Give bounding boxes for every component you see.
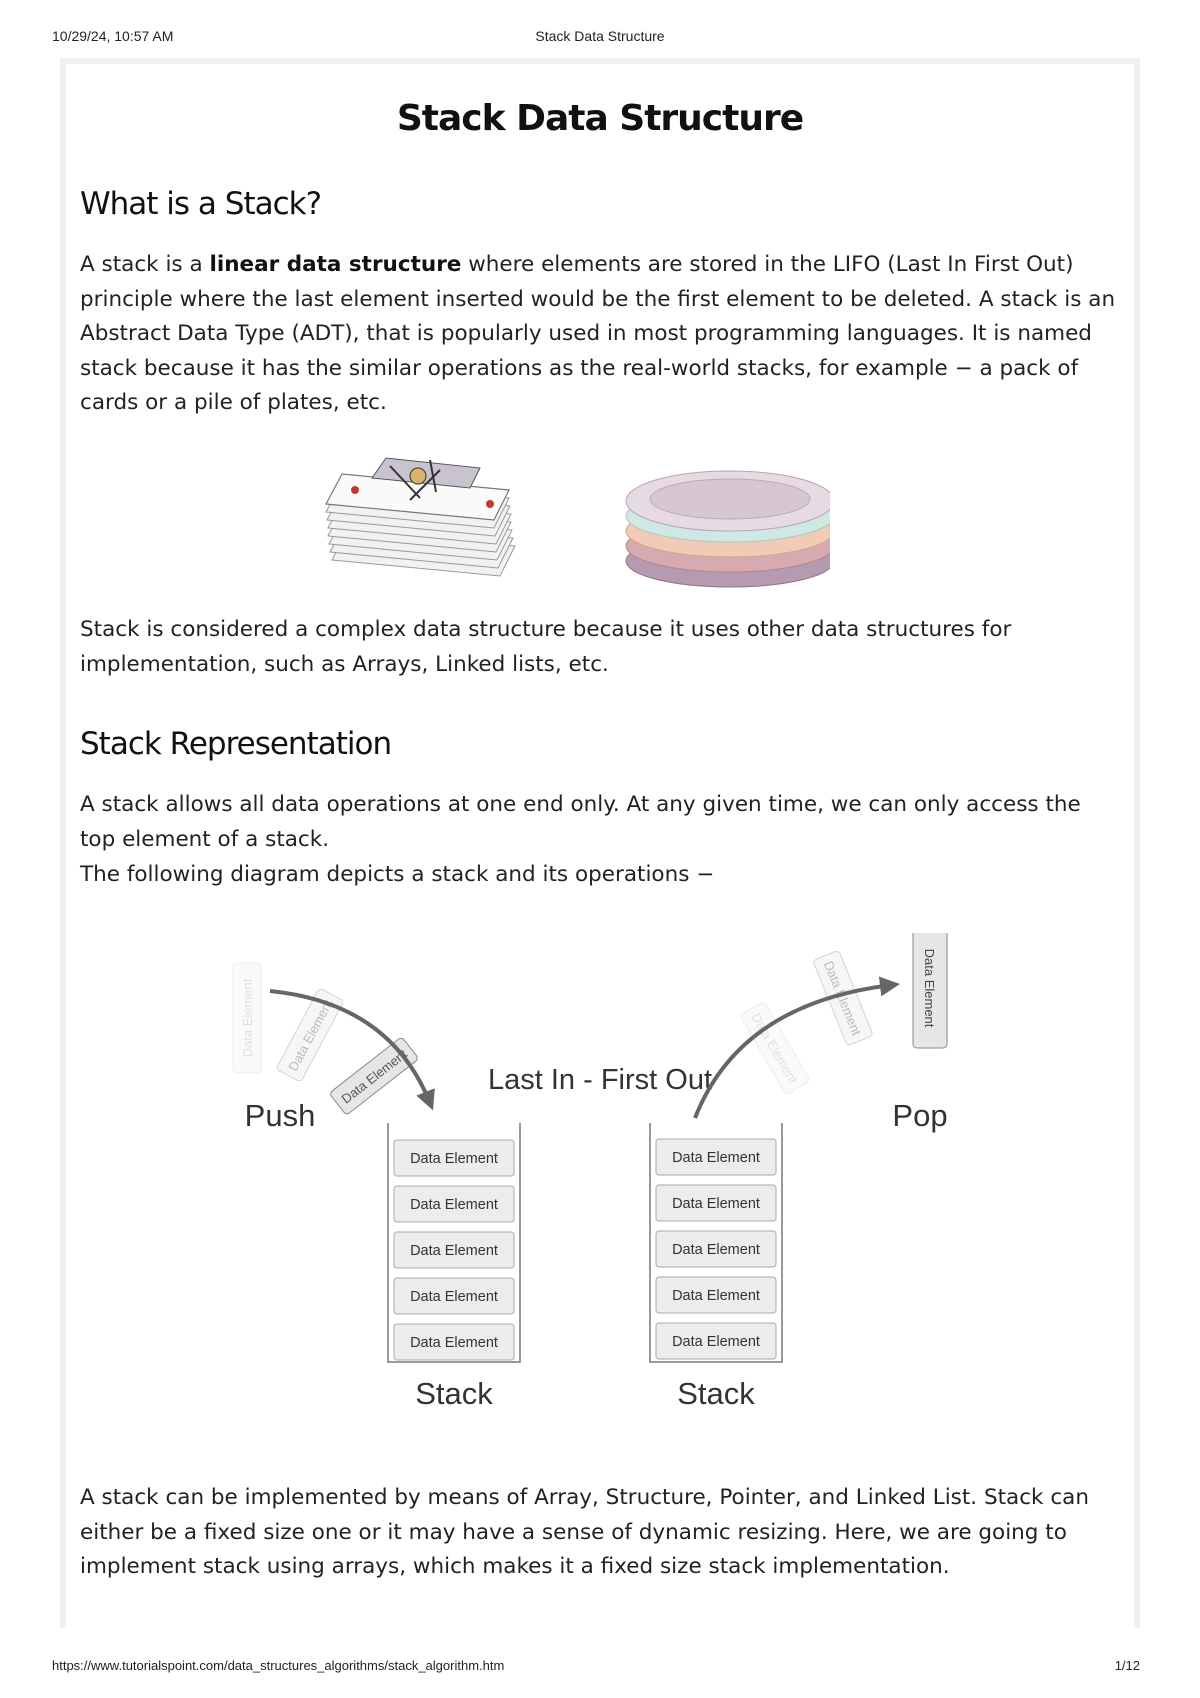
representation-paragraph: A stack allows all data operations at one end only. At any given time, we can only access the top element of a stack. <box>80 792 1081 852</box>
pop-rising-elements <box>740 933 947 1095</box>
card-pack-image <box>326 458 515 576</box>
print-datetime: 10/29/24, 10:57 AM <box>52 28 174 44</box>
page-number: 1/12 <box>1114 1658 1140 1673</box>
print-title: Stack Data Structure <box>535 28 665 44</box>
svg-text:Data Element: Data Element <box>410 1289 498 1305</box>
intro-paragraph: A stack is a linear data structure where elements are stored in the LIFO (Last In First Out) principle where the last element inserted would be the first element to be deleted. A stack is an Abstract Data Type (ADT), that is popularly used in most programming languages. It is named stack because it has the similar operations as the real-world stacks, for example − a pack of cards or a pile of plates, etc. <box>80 252 1116 415</box>
svg-text:Data Element: Data Element <box>672 1196 760 1212</box>
svg-text:Data Element: Data Element <box>338 1046 410 1107</box>
pop-label: Pop <box>892 1098 948 1133</box>
lifo-label: Last In - First Out <box>488 1064 712 1096</box>
svg-text:Data Element: Data Element <box>672 1288 760 1304</box>
stack-operations-diagram <box>220 933 980 1413</box>
stack-label-left: Stack <box>415 1376 493 1411</box>
svg-text:Data Element: Data Element <box>672 1242 760 1258</box>
section-heading-what-is-stack: What is a Stack? <box>80 186 322 222</box>
svg-text:Data Element: Data Element <box>410 1243 498 1259</box>
stack-left <box>388 1123 520 1362</box>
stack-right <box>650 1123 782 1362</box>
page-title: Stack Data Structure <box>396 98 804 139</box>
stack-illustrations <box>310 438 830 608</box>
section-heading-stack-representation: Stack Representation <box>80 726 392 762</box>
stack-label-right: Stack <box>677 1376 755 1411</box>
svg-text:Data Element: Data Element <box>410 1335 498 1351</box>
complex-structure-paragraph: Stack is considered a complex data structure because it uses other data structures for implementation, such as Arrays, Linked lists, etc. <box>80 617 1012 677</box>
push-falling-elements <box>233 963 419 1115</box>
svg-text:Data Element: Data Element <box>748 1010 801 1087</box>
svg-text:Data Element: Data Element <box>240 978 255 1058</box>
page-url: https://www.tutorialspoint.com/data_structures_algorithms/stack_algorithm.htm <box>52 1658 505 1673</box>
svg-text:Data Element: Data Element <box>672 1334 760 1350</box>
svg-text:Data Element: Data Element <box>410 1197 498 1213</box>
svg-text:Data Element: Data Element <box>820 958 865 1038</box>
plate-pile-image <box>626 471 830 587</box>
print-footer <box>52 1658 1148 1678</box>
bold-term: linear data structure <box>209 252 462 277</box>
print-header <box>52 28 1148 48</box>
svg-text:Data Element: Data Element <box>410 1151 498 1167</box>
svg-text:Data Element: Data Element <box>285 996 336 1074</box>
svg-text:Data Element: Data Element <box>922 948 937 1028</box>
implementation-paragraph: A stack can be implemented by means of Array, Structure, Pointer, and Linked List. Stack can either be a fixed size one or it may have a sense of dynamic resizing. Here, we are going to implement stack using arrays, which makes it a fixed size stack implementation. <box>80 1485 1089 1579</box>
push-label: Push <box>244 1098 316 1133</box>
svg-text:Data Element: Data Element <box>672 1150 760 1166</box>
diagram-intro-paragraph: The following diagram depicts a stack and its operations − <box>80 862 715 887</box>
